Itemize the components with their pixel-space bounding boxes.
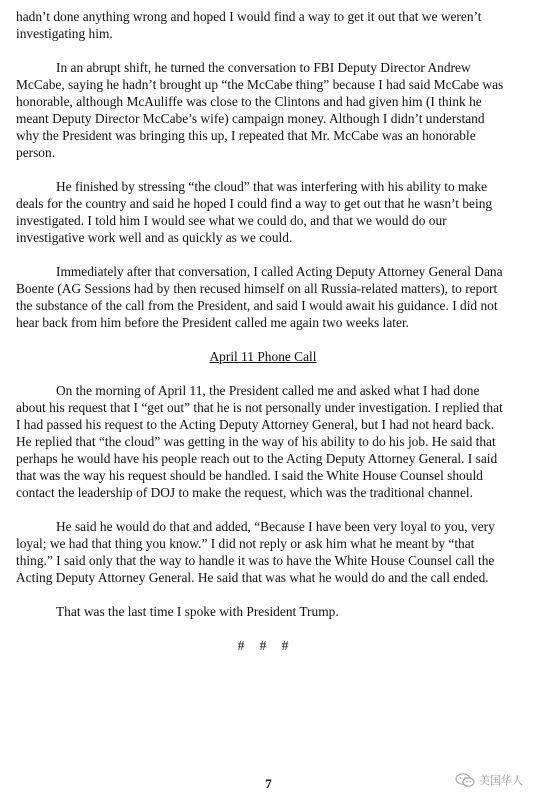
paragraph-1: hadn’t done anything wrong and hoped I would find a way to get it out that we weren’t investigating him. (16, 9, 482, 41)
paragraph-2: In an abrupt shift, he turned the conversation to FBI Deputy Director Andrew McCabe, saying he hadn’t brought up “the McCabe thing” because I had said McCabe was honorable, although McAuliffe was close to the Clintons and had given him (I think he meant Deputy Director McCabe’s wife) campaign money. Although I didn’t understand why the President was bringing this up, I repeated that Mr. McCabe was an honorable person. (16, 60, 504, 160)
paragraph-7: That was the last time I spoke with President Trump. (56, 604, 339, 619)
paragraph-3: He finished by stressing “the cloud” that was interfering with his ability to make deals for the country and said he hoped I could find a way to get out that he wasn’t being investigated. I told him I would see what we could do, and that we would do our investigative work well and as quickly as we could. (16, 179, 493, 245)
section-heading-text: April 11 Phone Call (209, 349, 317, 364)
paragraph-4: Immediately after that conversation, I called Acting Deputy Attorney General Dana Boente (AG Sessions had by then recused himself on all Russia-related matters), to report the substance of the call from the President, and said I would await his guidance. I did not hear back from him before the President called me again two weeks later. (16, 264, 503, 330)
watermark (455, 772, 523, 788)
watermark-text: 美国华人 (479, 774, 523, 787)
page-number: 7 (265, 776, 272, 791)
wechat-icon (455, 773, 475, 787)
document-page (16, 8, 510, 654)
paragraph-5: On the morning of April 11, the President called me and asked what I had done about his request that I “get out” that he is not personally under investigation. I replied that I had passed his request to the Acting Deputy Attorney General, but I had not heard back. He replied that “the cloud” was getting in the way of his ability to do his job. He said that perhaps he would have his people reach out to the Acting Deputy Attorney General. I said that was the way his request should be handled. I said the White House Counsel should contact the leadership of DOJ to make the request, which was the traditional channel. (16, 383, 503, 500)
section-heading (16, 348, 510, 365)
paragraph-6: He said he would do that and added, “Because I have been very loyal to you, very loyal; we had that thing you know.” I did not reply or ask him what he meant by “that thing.” I said only that the way to handle it was to have the White House Counsel call the Acting Deputy Attorney General. He said that was what he would do and the call ended. (16, 519, 495, 585)
end-mark: # # # (237, 638, 295, 653)
